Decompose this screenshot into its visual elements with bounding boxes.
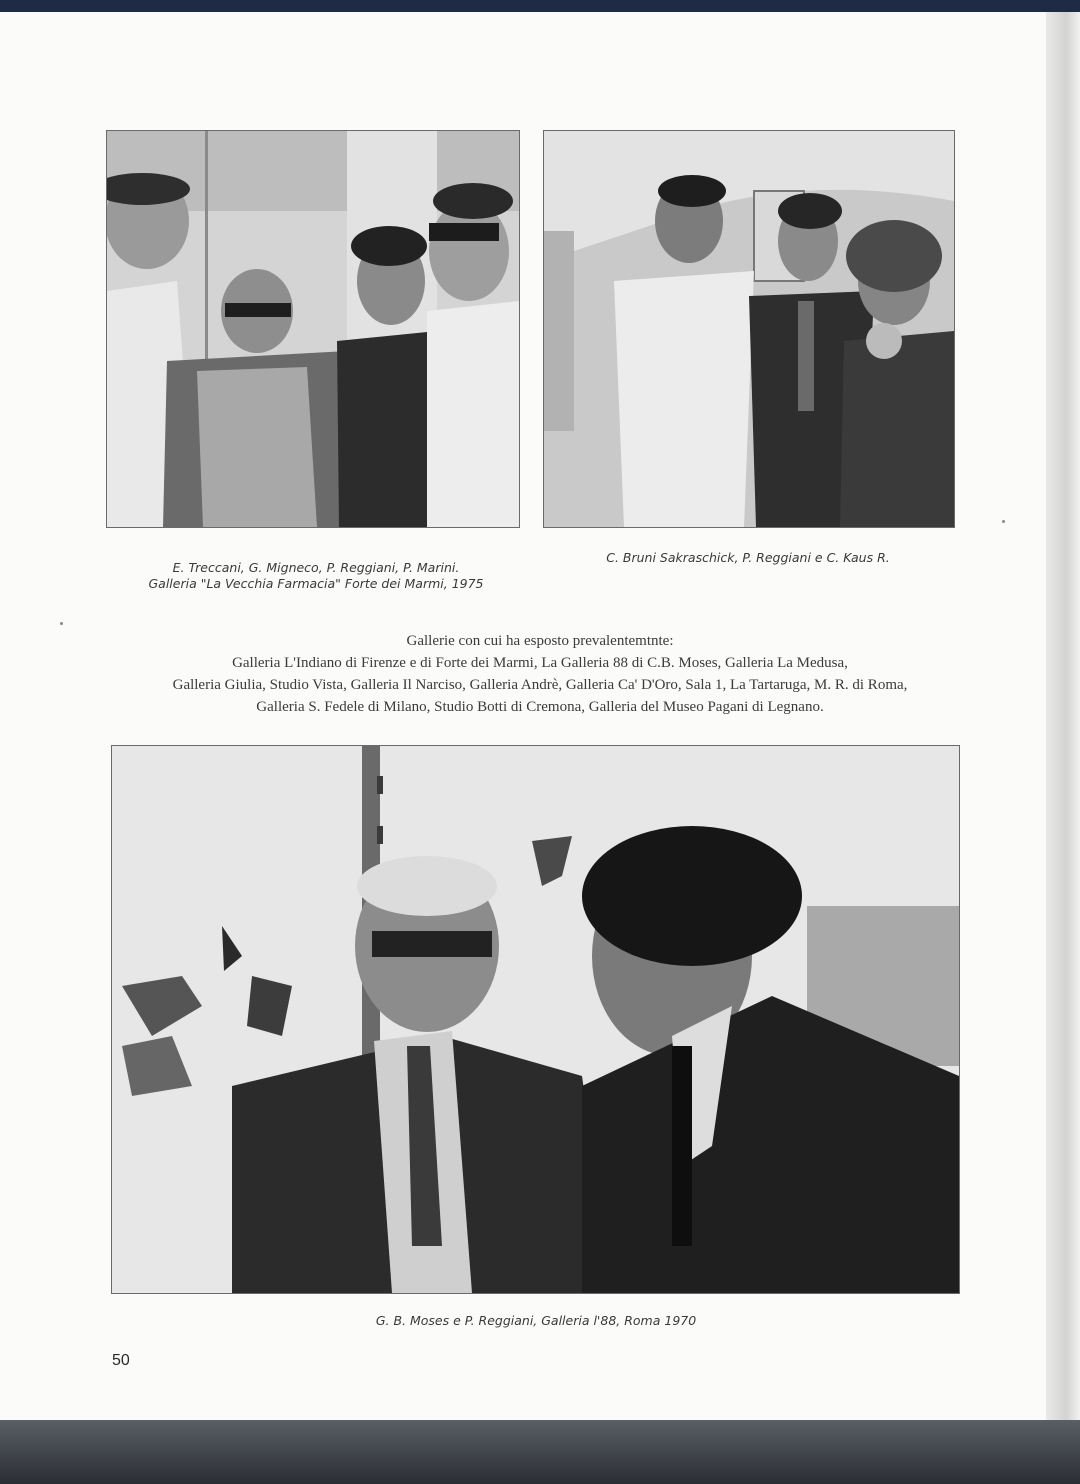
facing-page-edge	[1046, 12, 1080, 1420]
caption-line: E. Treccani, G. Migneco, P. Reggiani, P. Marini.	[172, 560, 460, 575]
galleries-line: Galleria Giulia, Studio Vista, Galleria Il Narciso, Galleria Andrè, Galleria Ca' D'Oro, Sala 1, La Tartaruga, M. R. di Roma,	[172, 677, 908, 693]
galleries-text-block	[80, 630, 1000, 718]
photo-moses-reggiani	[111, 745, 960, 1294]
galleries-line: Galleria S. Fedele di Milano, Studio Botti di Cremona, Galleria del Museo Pagani di Legnano.	[256, 699, 824, 715]
photo-3-caption	[236, 1313, 836, 1329]
galleries-heading: Gallerie con cui ha esposto prevalentemtnte:	[406, 633, 674, 649]
scan-speck	[60, 622, 63, 625]
photo-group-four-men	[106, 130, 520, 528]
page-number: 50	[112, 1352, 130, 1369]
photo-2-caption	[548, 550, 948, 566]
scan-bottom-edge	[0, 1420, 1080, 1484]
caption-line: G. B. Moses e P. Reggiani, Galleria l'88, Roma 1970	[375, 1313, 697, 1328]
galleries-line: Galleria L'Indiano di Firenze e di Forte dei Marmi, La Galleria 88 di C.B. Moses, Galleria La Medusa,	[232, 655, 848, 671]
scan-top-edge	[0, 0, 1080, 12]
photo-reception-group	[543, 130, 955, 528]
photo-1-caption	[116, 560, 516, 592]
caption-line: Galleria "La Vecchia Farmacia" Forte dei Marmi, 1975	[148, 576, 484, 591]
caption-line: C. Bruni Sakraschick, P. Reggiani e C. Kaus R.	[606, 550, 890, 565]
scan-speck	[1002, 520, 1005, 523]
